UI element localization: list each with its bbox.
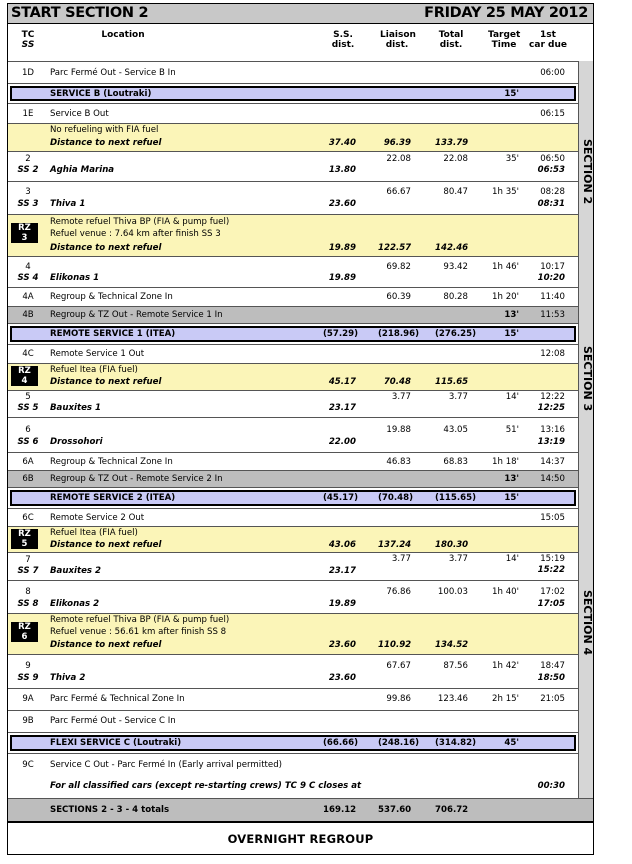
- refuel-row: RZ 6 Remote refuel Thiva BP (FIA & pump fuel) Refuel venue : 56.61 km after finish SS 8 Distance to next refuel 23.60 110.92 134.52: [8, 613, 578, 654]
- table-row: 9C Service C Out - Parc Fermé In (Early arrival permitted) For all classified cars (except re-starting crews) TC 9 C closes at 00:30: [8, 753, 578, 798]
- stage-row: 7 SS 7 Bauxites 2 23.17 3.77 3.77 14' 15:19 15:22: [8, 552, 578, 580]
- stage-row: 6 SS 6 Drossohori 22.00 19.88 43.05 51' 13:16 13:19: [8, 417, 578, 452]
- header-ss-dist: S.S. dist.: [331, 30, 355, 50]
- table-row: 1E Service B Out 06:15: [8, 103, 578, 123]
- section-4-label: SECTION 4: [578, 470, 593, 798]
- refuel-row: RZ 3 Remote refuel Thiva BP (FIA & pump fuel) Refuel venue : 7.64 km after finish SS 3 Distance to next refuel 19.89 122.57 142.46: [8, 214, 578, 256]
- section-2-label: SECTION 2: [578, 61, 593, 306]
- table-row: 4C Remote Service 1 Out 12:08: [8, 344, 578, 363]
- header-tc: TC SS: [21, 30, 35, 50]
- service-row: REMOTE SERVICE 1 (ITEA) (57.29) (218.96) (276.25) 15': [8, 323, 578, 344]
- refuel-row: No refueling with FIA fuel Distance to next refuel 37.40 96.39 133.79: [8, 123, 578, 151]
- stage-row: 3 SS 3 Thiva 1 23.60 66.67 80.47 1h 35' 08:28 08:31: [8, 181, 578, 214]
- footer: [8, 822, 593, 855]
- table-row: 6B Regroup & TZ Out - Remote Service 2 In 13' 14:50: [8, 470, 578, 487]
- table-row: 6A Regroup & Technical Zone In 46.83 68.83 1h 18' 14:37: [8, 452, 578, 470]
- refuel-row: RZ 5 Refuel Itea (FIA fuel) Distance to next refuel 43.06 137.24 180.30: [8, 526, 578, 552]
- service-row: REMOTE SERVICE 2 (ITEA) (45.17) (70.48) (115.65) 15': [8, 487, 578, 508]
- totals-row: SECTIONS 2 - 3 - 4 totals 169.12 537.60 706.72: [8, 798, 593, 822]
- rz-badge: RZ 5: [11, 529, 38, 549]
- header-location: Location: [101, 30, 145, 40]
- table-row: 4A Regroup & Technical Zone In 60.39 80.28 1h 20' 11:40: [8, 287, 578, 306]
- title-bar: [8, 4, 593, 24]
- stage-row: 9 SS 9 Thiva 2 23.60 67.67 87.56 1h 42' 18:47 18:50: [8, 654, 578, 688]
- service-row: FLEXI SERVICE C (Loutraki) (66.66) (248.16) (314.82) 45': [8, 732, 578, 753]
- stage-row: 4 SS 4 Elikonas 1 19.89 69.82 93.42 1h 46' 10:17 10:20: [8, 256, 578, 287]
- stage-row: 2 SS 2 Aghia Marina 13.80 22.08 22.08 35' 06:50 06:53: [8, 151, 578, 181]
- table-row: 4B Regroup & TZ Out - Remote Service 1 In 13' 11:53: [8, 306, 578, 323]
- header-target: Target Time: [488, 30, 521, 50]
- table-row: 6C Remote Service 2 Out 15:05: [8, 508, 578, 526]
- table-row: 9B Parc Fermé Out - Service C In: [8, 710, 578, 732]
- title-date: FRIDAY 25 MAY 2012: [424, 5, 588, 21]
- header-total: Total dist.: [438, 30, 464, 50]
- header-first-car: 1st car due: [529, 30, 567, 50]
- rz-badge: RZ 3: [11, 223, 38, 243]
- footer-text: OVERNIGHT REGROUP: [227, 832, 374, 846]
- stage-row: 8 SS 8 Elikonas 2 19.89 76.86 100.03 1h 40' 17:02 17:05: [8, 580, 578, 613]
- table-row: 1D Parc Fermé Out - Service B In 06:00: [8, 61, 578, 83]
- column-headers: [8, 24, 578, 64]
- stage-row: 5 SS 5 Bauxites 1 23.17 3.77 3.77 14' 12:22 12:25: [8, 390, 578, 417]
- itinerary-sheet: [7, 3, 594, 855]
- refuel-row: RZ 4 Refuel Itea (FIA fuel) Distance to next refuel 45.17 70.48 115.65: [8, 363, 578, 390]
- title-left: START SECTION 2: [11, 5, 149, 21]
- table-row: 9A Parc Fermé & Technical Zone In 99.86 123.46 2h 15' 21:05: [8, 688, 578, 710]
- rz-badge: RZ 4: [11, 366, 38, 386]
- section-3-label: SECTION 3: [578, 306, 593, 470]
- service-row: SERVICE B (Loutraki) 15': [8, 83, 578, 103]
- header-liaison: Liaison dist.: [380, 30, 416, 50]
- rz-badge: RZ 6: [11, 622, 38, 642]
